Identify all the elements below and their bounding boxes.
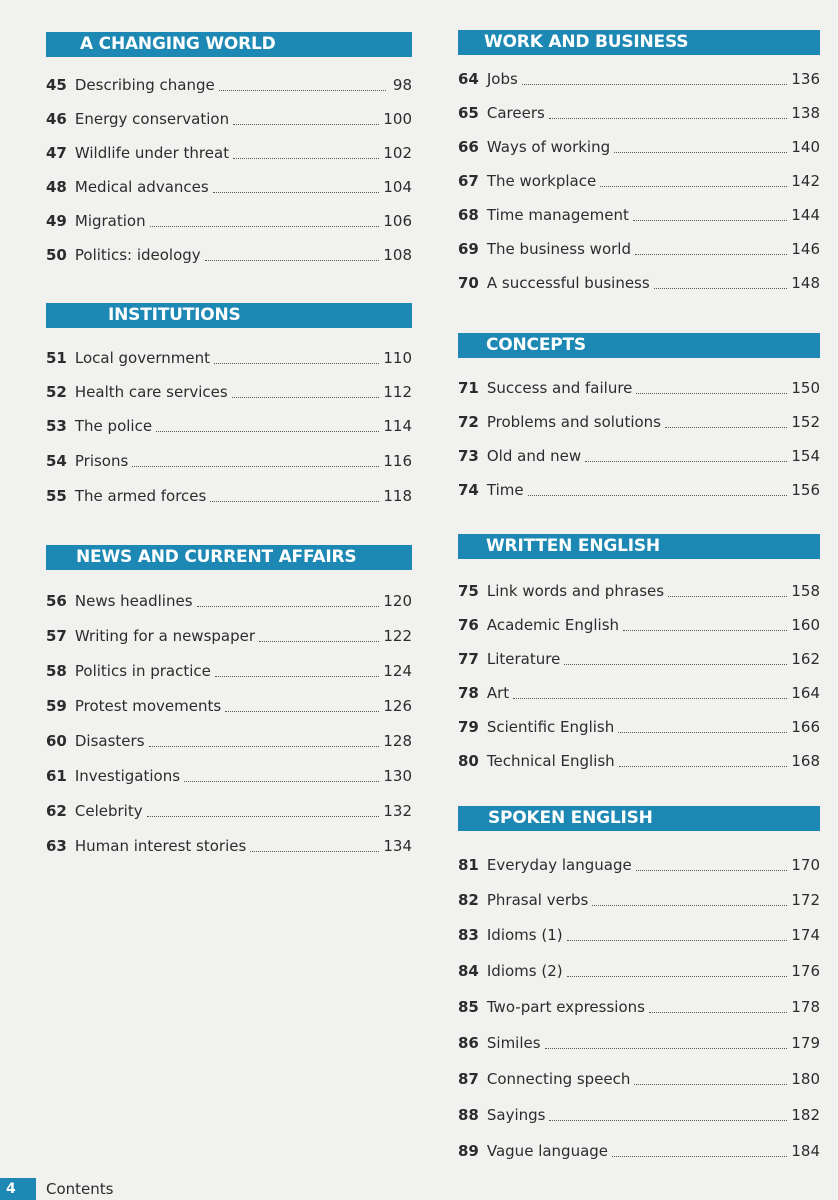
toc-item[interactable] (458, 412, 820, 432)
dot-leader (618, 731, 787, 733)
item-title: A successful business (486, 274, 650, 292)
dot-leader (634, 1083, 787, 1085)
dot-leader (612, 1155, 787, 1157)
dot-leader (210, 500, 379, 502)
item-title: Health care services (74, 383, 228, 401)
dot-leader (215, 675, 379, 677)
item-number: 69 (458, 240, 479, 258)
item-title: The business world (486, 240, 631, 258)
item-page: 146 (791, 240, 820, 258)
item-title: Connecting speech (486, 1070, 631, 1088)
item-number: 77 (458, 650, 479, 668)
item-title: Celebrity (74, 802, 143, 820)
toc-item[interactable] (46, 143, 412, 163)
item-number: 65 (458, 104, 479, 122)
item-number: 46 (46, 110, 67, 128)
dot-leader (513, 697, 787, 699)
toc-item[interactable] (458, 961, 820, 981)
dot-leader (522, 83, 788, 85)
item-page: 184 (791, 1142, 820, 1160)
item-page: 166 (791, 718, 820, 736)
item-title: Careers (486, 104, 545, 122)
item-page: 164 (791, 684, 820, 702)
item-number: 76 (458, 616, 479, 634)
toc-item[interactable] (46, 731, 412, 751)
item-number: 88 (458, 1106, 479, 1124)
toc-item[interactable] (458, 1069, 820, 1089)
item-page: 142 (791, 172, 820, 190)
item-number: 59 (46, 697, 67, 715)
item-title: Wildlife under threat (74, 144, 230, 162)
toc-item[interactable] (458, 69, 820, 89)
dot-leader (623, 629, 787, 631)
toc-item[interactable] (46, 766, 412, 786)
item-title: Vague language (486, 1142, 609, 1160)
item-title: Disasters (74, 732, 145, 750)
dot-leader (233, 157, 379, 159)
item-number: 78 (458, 684, 479, 702)
item-number: 80 (458, 752, 479, 770)
dot-leader (132, 465, 379, 467)
item-page: 106 (383, 212, 412, 230)
item-title: Time management (486, 206, 629, 224)
item-number: 64 (458, 70, 479, 88)
item-number: 87 (458, 1070, 479, 1088)
dot-leader (232, 396, 380, 398)
dot-leader (564, 663, 787, 665)
toc-item[interactable] (458, 717, 820, 737)
item-number: 60 (46, 732, 67, 750)
dot-leader (635, 253, 787, 255)
dot-leader (600, 185, 787, 187)
dot-leader (197, 605, 380, 607)
section-institutions (46, 303, 412, 505)
toc-item[interactable] (458, 378, 820, 398)
item-title: Idioms (1) (486, 926, 563, 944)
dot-leader (233, 123, 379, 125)
item-title: Describing change (74, 76, 215, 94)
item-number: 79 (458, 718, 479, 736)
item-page: 136 (791, 70, 820, 88)
item-number: 67 (458, 172, 479, 190)
item-title: Success and failure (486, 379, 633, 397)
item-number: 68 (458, 206, 479, 224)
dot-leader (668, 595, 787, 597)
item-page: 154 (791, 447, 820, 465)
toc-item[interactable] (46, 211, 412, 231)
item-title: Literature (486, 650, 561, 668)
toc-item[interactable] (458, 615, 820, 635)
item-number: 62 (46, 802, 67, 820)
item-title: Medical advances (74, 178, 209, 196)
item-title: Writing for a newspaper (74, 627, 256, 645)
item-number: 83 (458, 926, 479, 944)
toc-item[interactable] (46, 109, 412, 129)
item-page: 176 (791, 962, 820, 980)
dot-leader (665, 426, 787, 428)
dot-leader (214, 362, 379, 364)
dot-leader (633, 219, 788, 221)
dot-leader (250, 850, 379, 852)
item-number: 50 (46, 246, 67, 264)
section-news-and-current-affairs (46, 545, 412, 855)
section-header: SPOKEN ENGLISH (458, 806, 820, 831)
dot-leader (147, 815, 380, 817)
dot-leader (225, 710, 379, 712)
toc-item[interactable] (458, 137, 820, 157)
item-number: 47 (46, 144, 67, 162)
toc-item[interactable] (46, 591, 412, 611)
section-header: A CHANGING WORLD (46, 32, 412, 57)
item-page: 138 (791, 104, 820, 122)
dot-leader (184, 780, 379, 782)
item-page: 150 (791, 379, 820, 397)
page-footer (0, 1178, 200, 1200)
item-page: 126 (383, 697, 412, 715)
item-page: 178 (791, 998, 820, 1016)
item-page: 128 (383, 732, 412, 750)
toc-item[interactable] (458, 890, 820, 910)
item-page: 122 (383, 627, 412, 645)
item-page: 116 (383, 452, 412, 470)
item-title: Politics in practice (74, 662, 211, 680)
item-page: 118 (383, 487, 412, 505)
item-title: Time (486, 481, 524, 499)
item-title: The workplace (486, 172, 597, 190)
dot-leader (213, 191, 380, 193)
item-page: 179 (791, 1034, 820, 1052)
item-page: 174 (791, 926, 820, 944)
item-title: Art (486, 684, 510, 702)
dot-leader (649, 1011, 787, 1013)
item-page: 182 (791, 1106, 820, 1124)
item-title: Human interest stories (74, 837, 247, 855)
toc-item[interactable] (46, 75, 412, 95)
item-title: The police (74, 417, 153, 435)
item-page: 130 (383, 767, 412, 785)
footer-label: Contents (46, 1180, 114, 1198)
item-title: News headlines (74, 592, 193, 610)
dot-leader (219, 89, 386, 91)
item-page: 156 (791, 481, 820, 499)
dot-leader (156, 430, 379, 432)
item-page: 132 (383, 802, 412, 820)
item-title: Sayings (486, 1106, 546, 1124)
item-number: 56 (46, 592, 67, 610)
item-title: Problems and solutions (486, 413, 661, 431)
toc-item[interactable] (458, 205, 820, 225)
item-page: 104 (383, 178, 412, 196)
item-number: 72 (458, 413, 479, 431)
toc-item[interactable] (458, 855, 820, 875)
footer-page-number: 4 (0, 1178, 36, 1200)
item-title: Phrasal verbs (486, 891, 589, 909)
toc-item[interactable] (46, 416, 412, 436)
dot-leader (545, 1047, 788, 1049)
item-number: 58 (46, 662, 67, 680)
item-title: Politics: ideology (74, 246, 201, 264)
section-header: WRITTEN ENGLISH (458, 534, 820, 559)
item-page: 102 (383, 144, 412, 162)
item-page: 148 (791, 274, 820, 292)
toc-item[interactable] (458, 480, 820, 500)
item-number: 51 (46, 349, 67, 367)
item-number: 63 (46, 837, 67, 855)
dot-leader (149, 745, 380, 747)
dot-leader (567, 975, 788, 977)
item-title: Local government (74, 349, 210, 367)
section-spoken-english (458, 806, 820, 1160)
toc-item[interactable] (458, 649, 820, 669)
item-title: Technical English (486, 752, 615, 770)
dot-leader (259, 640, 379, 642)
item-title: Old and new (486, 447, 582, 465)
item-title: Prisons (74, 452, 129, 470)
section-header: NEWS AND CURRENT AFFAIRS (46, 545, 412, 570)
item-page: 180 (791, 1070, 820, 1088)
toc-item[interactable] (458, 925, 820, 945)
item-number: 48 (46, 178, 67, 196)
dot-leader (205, 259, 380, 261)
item-page: 158 (791, 582, 820, 600)
section-header: CONCEPTS (458, 333, 820, 358)
item-page: 112 (383, 383, 412, 401)
item-page: 172 (791, 891, 820, 909)
dot-leader (150, 225, 380, 227)
section-work-and-business (458, 30, 820, 292)
item-number: 55 (46, 487, 67, 505)
section-header: INSTITUTIONS (46, 303, 412, 328)
item-title: Idioms (2) (486, 962, 563, 980)
item-number: 84 (458, 962, 479, 980)
section-header: WORK AND BUSINESS (458, 30, 820, 55)
item-page: 98 (392, 76, 412, 94)
item-page: 110 (383, 349, 412, 367)
item-number: 75 (458, 582, 479, 600)
dot-leader (549, 1119, 787, 1121)
dot-leader (619, 765, 788, 767)
toc-item[interactable] (46, 801, 412, 821)
toc-item[interactable] (458, 581, 820, 601)
item-page: 152 (791, 413, 820, 431)
item-title: Two-part expressions (486, 998, 645, 1016)
item-page: 168 (791, 752, 820, 770)
item-number: 86 (458, 1034, 479, 1052)
section-written-english (458, 534, 820, 770)
item-title: Link words and phrases (486, 582, 665, 600)
item-page: 108 (383, 246, 412, 264)
item-number: 81 (458, 856, 479, 874)
item-number: 53 (46, 417, 67, 435)
item-page: 144 (791, 206, 820, 224)
toc-item[interactable] (458, 751, 820, 771)
item-number: 82 (458, 891, 479, 909)
toc-item[interactable] (458, 103, 820, 123)
item-number: 89 (458, 1142, 479, 1160)
item-page: 160 (791, 616, 820, 634)
item-title: Academic English (486, 616, 620, 634)
dot-leader (636, 869, 788, 871)
dot-leader (567, 939, 788, 941)
section-a-changing-world (46, 32, 412, 264)
item-page: 114 (383, 417, 412, 435)
dot-leader (549, 117, 788, 119)
toc-item[interactable] (46, 696, 412, 716)
item-page: 120 (383, 592, 412, 610)
toc-item[interactable] (46, 451, 412, 471)
section-concepts (458, 333, 820, 499)
item-number: 52 (46, 383, 67, 401)
item-title: Scientific English (486, 718, 615, 736)
item-page: 170 (791, 856, 820, 874)
toc-item[interactable] (458, 239, 820, 259)
item-number: 85 (458, 998, 479, 1016)
toc-item[interactable] (458, 1033, 820, 1053)
dot-leader (636, 392, 787, 394)
toc-item[interactable] (458, 273, 820, 293)
toc-item[interactable] (458, 171, 820, 191)
item-page: 140 (791, 138, 820, 156)
item-title: Investigations (74, 767, 181, 785)
item-title: Everyday language (486, 856, 632, 874)
item-number: 54 (46, 452, 67, 470)
dot-leader (592, 904, 787, 906)
item-number: 71 (458, 379, 479, 397)
item-title: Jobs (486, 70, 518, 88)
dot-leader (585, 460, 787, 462)
toc-item[interactable] (458, 446, 820, 466)
item-number: 73 (458, 447, 479, 465)
toc-item[interactable] (46, 661, 412, 681)
item-number: 61 (46, 767, 67, 785)
item-number: 45 (46, 76, 67, 94)
toc-item[interactable] (458, 1141, 820, 1161)
item-page: 162 (791, 650, 820, 668)
item-title: Ways of working (486, 138, 611, 156)
toc-item[interactable] (46, 245, 412, 265)
item-number: 49 (46, 212, 67, 230)
toc-item[interactable] (46, 626, 412, 646)
item-title: Energy conservation (74, 110, 230, 128)
item-title: The armed forces (74, 487, 207, 505)
toc-item[interactable] (458, 1105, 820, 1125)
toc-item[interactable] (46, 177, 412, 197)
item-title: Protest movements (74, 697, 222, 715)
item-number: 57 (46, 627, 67, 645)
item-number: 66 (458, 138, 479, 156)
item-page: 100 (383, 110, 412, 128)
item-title: Migration (74, 212, 146, 230)
dot-leader (528, 494, 788, 496)
toc-item[interactable] (458, 997, 820, 1017)
item-number: 74 (458, 481, 479, 499)
toc-item[interactable] (46, 382, 412, 402)
dot-leader (614, 151, 787, 153)
dot-leader (654, 287, 788, 289)
toc-item[interactable] (458, 683, 820, 703)
toc-item[interactable] (46, 348, 412, 368)
item-number: 70 (458, 274, 479, 292)
toc-item[interactable] (46, 836, 412, 856)
toc-item[interactable] (46, 486, 412, 506)
item-title: Similes (486, 1034, 541, 1052)
item-page: 134 (383, 837, 412, 855)
item-page: 124 (383, 662, 412, 680)
